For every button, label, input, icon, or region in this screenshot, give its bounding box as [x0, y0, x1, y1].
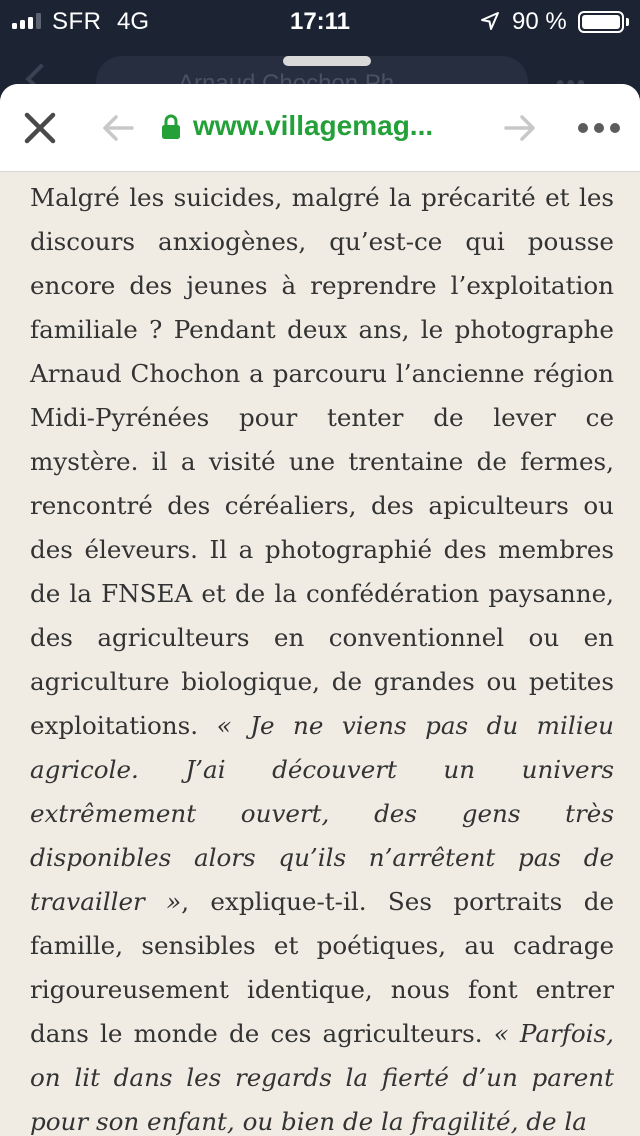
close-icon[interactable] [20, 108, 60, 148]
article-text: Malgré les suicides, malgré la précarité et les discours anxiogènes, qu’est-ce qui pousse encore des jeunes à reprendre l’exploitation familiale ? Pendant deux ans, le photographe Arnaud Chochon a parcouru l’ancienne région Midi-Pyrénées pour tenter de lever ce mystère. il a visité une trentaine de fermes, rencontré des céréaliers, des apiculteurs ou des éleveurs. Il a photographié des membres de la FNSEA et de la confédération paysanne, des agriculteurs en conventionnel ou en agriculture biologique, de grandes ou petites exploitations. [30, 183, 614, 740]
sheet-grabber-handle[interactable] [283, 56, 371, 66]
location-arrow-icon [480, 11, 500, 31]
battery-percent: 90 % [512, 8, 567, 35]
status-time: 17:11 [289, 8, 351, 35]
status-bar [0, 0, 640, 44]
article-quote: « Je ne viens pas du milieu agricole. J’ai découvert un univers extrêmement ouvert, des gens très disponibles alors qu’ils n’arrêtent pas de travailler » [30, 711, 614, 916]
article-body [30, 176, 614, 1136]
article-quote: « Parfois, on lit dans les regards la fierté d’un parent pour son enfant, ou bien de la fragilité, de la [30, 1019, 614, 1136]
battery-icon [578, 11, 624, 33]
url-bar[interactable]: www.villagemag... [193, 110, 434, 141]
arrow-left-icon[interactable] [100, 112, 136, 144]
carrier-name: SFR [52, 8, 102, 35]
arrow-right-icon[interactable] [502, 112, 538, 144]
browser-sheet [0, 84, 640, 1136]
lock-icon [160, 114, 182, 140]
browser-toolbar [0, 84, 640, 172]
network-type: 4G [117, 8, 150, 35]
more-dots-icon[interactable] [574, 118, 624, 138]
article-text: , explique-t-il. Ses portraits de famille, sensibles et poétiques, au cadrage rigoureusement identique, nous font entrer dans le monde de ces agriculteurs. [30, 887, 614, 1048]
